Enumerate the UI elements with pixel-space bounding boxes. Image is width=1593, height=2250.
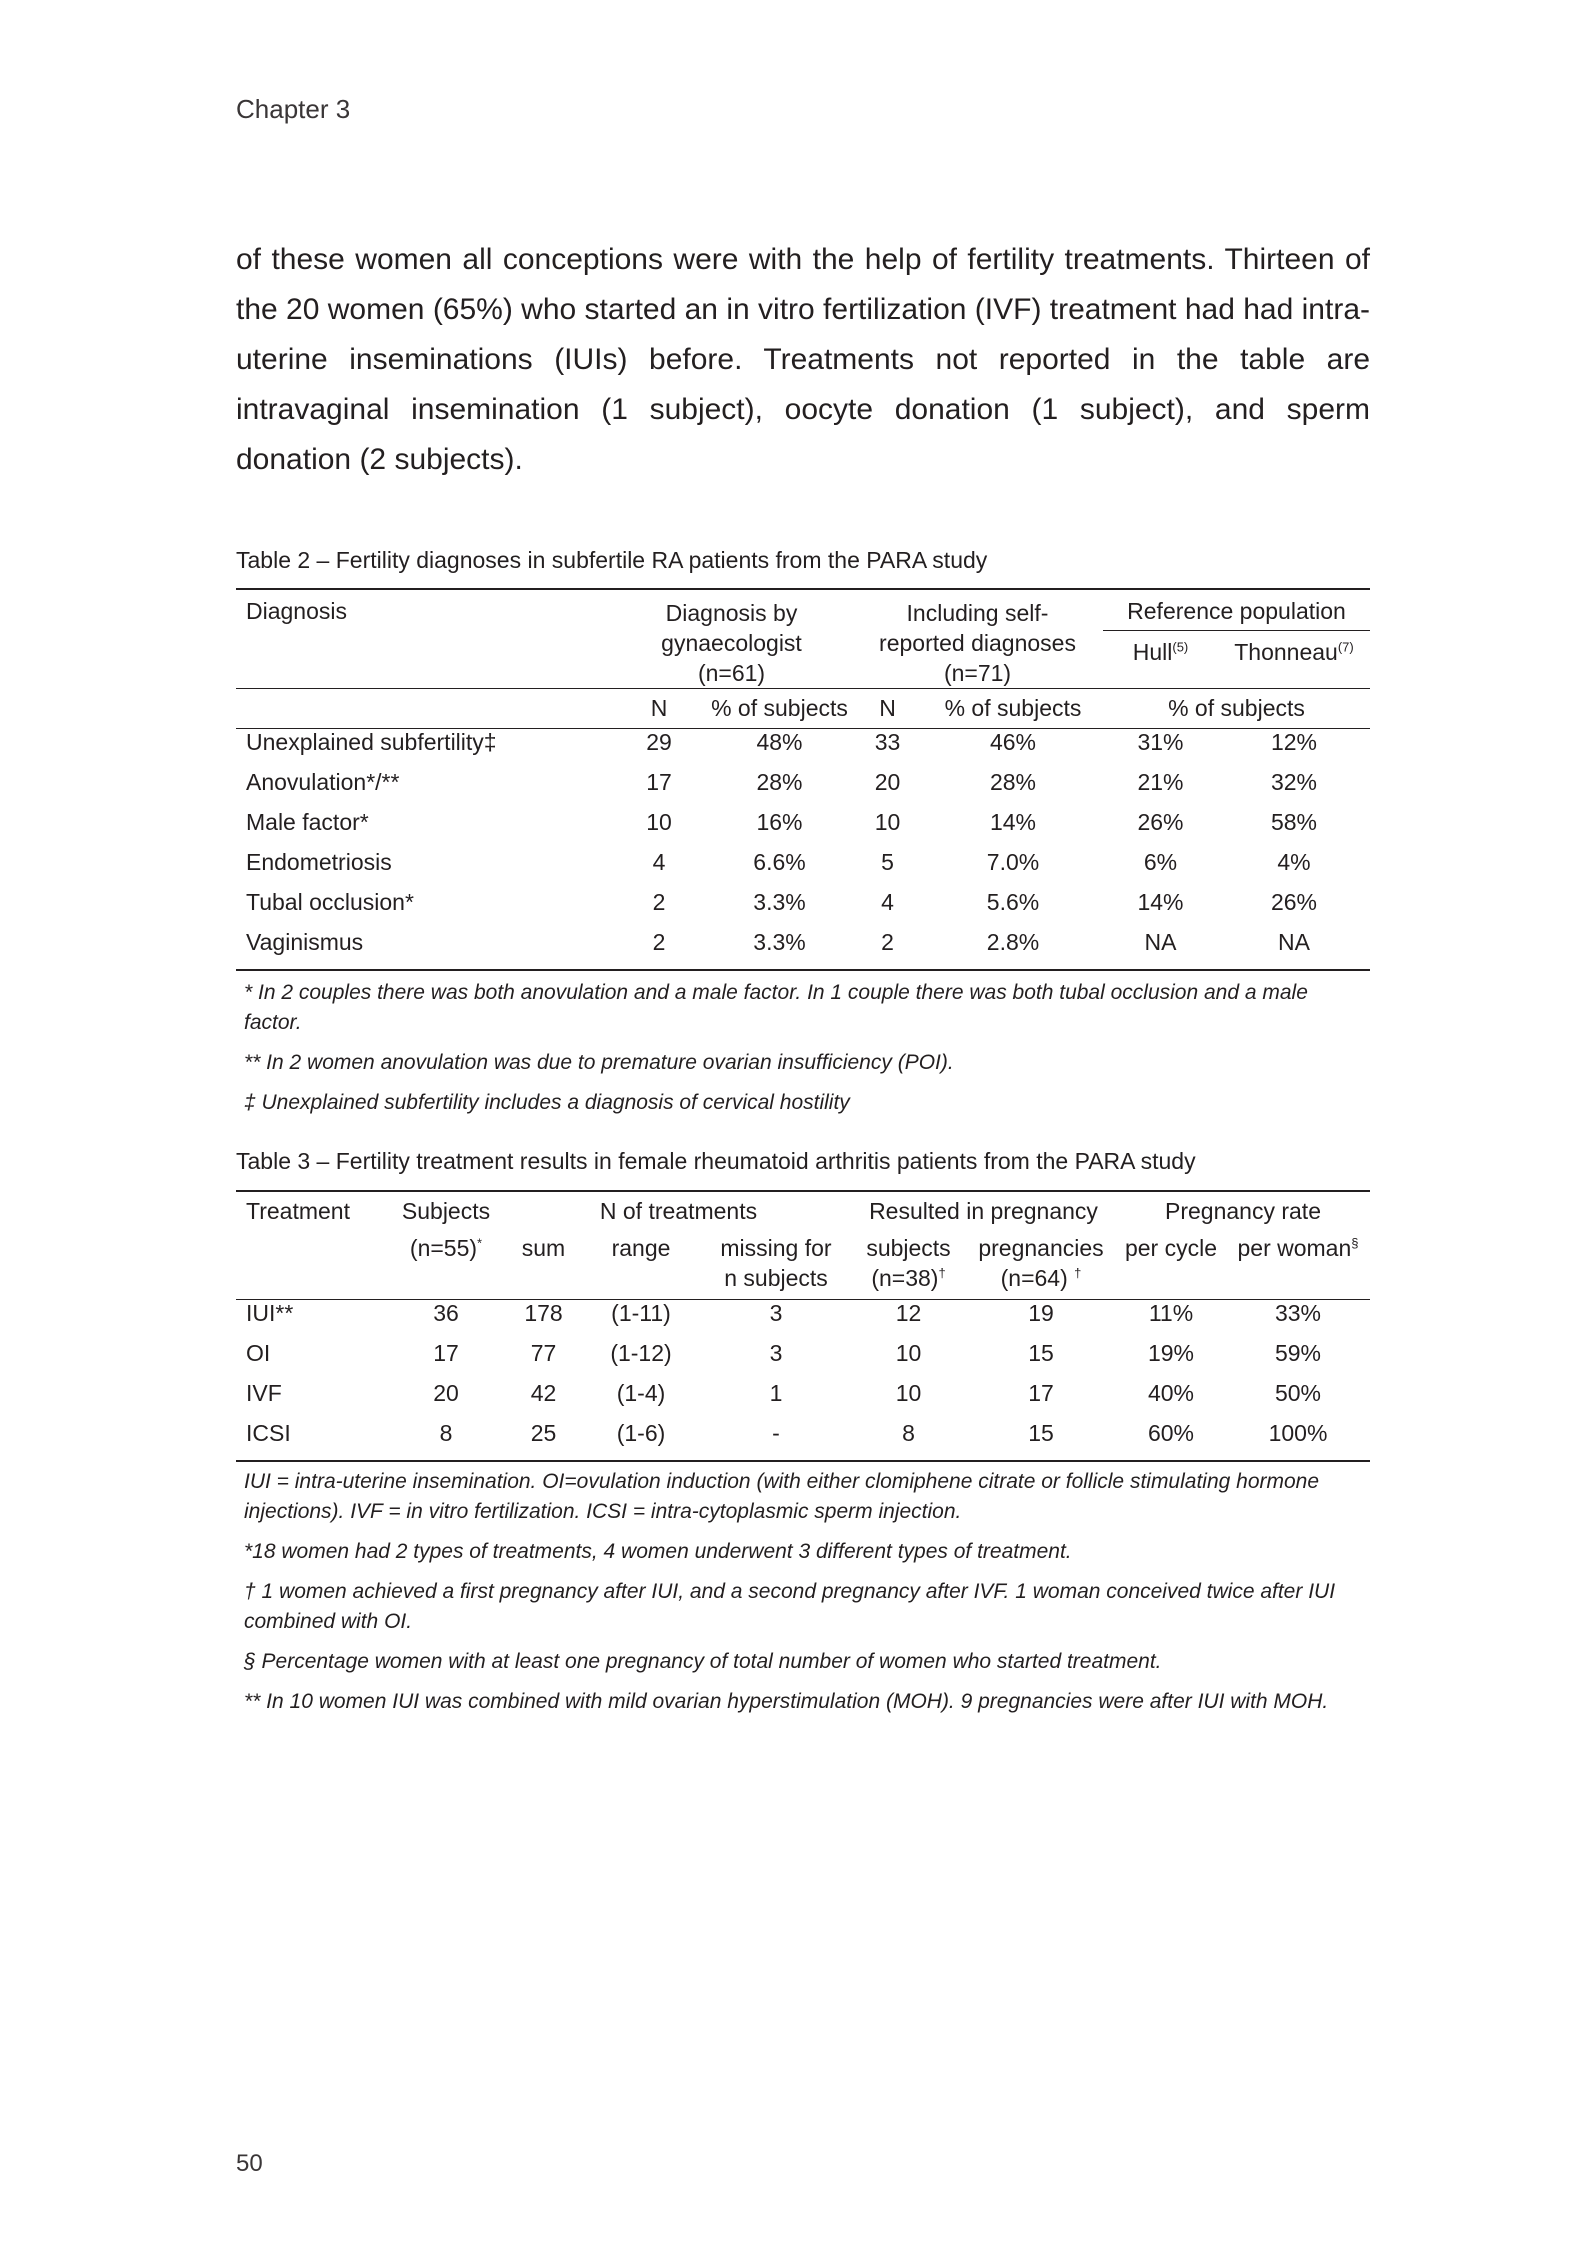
table3 [236,1190,1370,1462]
table-row: Tubal occlusion* 2 3.3% 4 5.6% 14% 26% [246,889,1318,915]
page-number: 50 [236,2150,263,2177]
footnote: ‡ Unexplained subfertility includes a diagnosis of cervical hostility [244,1091,850,1114]
col-header-diagnosis: Diagnosis [246,598,347,624]
footnote: ** In 10 women IUI was combined with mild ovarian hyperstimulation (MOH). 9 pregnancies were after IUI with MOH. [244,1690,1329,1713]
table3-footnotes [244,1467,1370,1727]
col-header-resulted: Resulted in pregnancy [869,1198,1098,1224]
col-header-hull: Hull$^{(5)}$ [1132,639,1189,665]
table-row: ICSI 8 25 (1-6) - 8 15 60% 100% [246,1420,1328,1446]
subheader-range: range [611,1235,671,1261]
footnote: ** In 2 women anovulation was due to premature ovarian insufficiency (POI). [244,1051,954,1074]
table-row: Unexplained subfertility‡ 29 48% 33 46% 31% 12% [236,729,1370,770]
table3-caption: Table 3 – Fertility treatment results in female rheumatoid arthritis patients from the PARA study [236,1148,1196,1174]
subheader-pct: % of subjects [923,689,1103,729]
footnote: † 1 women achieved a first pregnancy after IUI, and a second pregnancy after IVF. 1 woman conceived twice after IUI combined with OI. [244,1580,1336,1633]
chapter-header: Chapter 3 [236,94,351,124]
table3-subheader-row [236,1231,1370,1300]
table2-header-row [236,589,1370,631]
table-row: Vaginismus 2 3.3% 2 2.8% NA NA [246,929,1310,955]
subheader-missing: missing for n subjects [720,1235,832,1291]
footnote: § Percentage women with at least one pregnancy of total number of women who started treatment. [244,1650,1162,1673]
subheader-pct: % of subjects [707,689,852,729]
table2-footnotes [244,978,1370,1128]
table2-subheader-row [236,689,1370,729]
col-header-treatment: Treatment [246,1198,350,1224]
body-paragraph: of these women all conceptions were with the help of fertility treatments. Thirteen of the 20 women (65%) who started an in vitro fertilization (IVF) treatment had had intra-uterine inseminations (IUIs) before. Treatments not reported in the table are intravaginal insemination (1 subject), oocyte donation (1 subject), and sperm donation (2 subjects). [236,243,1370,476]
col-header-gynaecologist: Diagnosis by gynaecologist (n=61) [661,600,802,686]
col-header-thonneau: Thonneau$^{(7)}$ [1234,639,1354,665]
table-row: Male factor* 10 16% 10 14% 26% 58% [246,809,1318,835]
subheader-per-woman: per woman§ [1237,1235,1359,1261]
col-header-n-treatments: N of treatments [599,1198,758,1224]
subheader-subjects-n: (n=55)* [409,1235,483,1261]
table-row: Endometriosis 4 6.6% 5 7.0% 6% 4% [246,849,1311,875]
col-header-rate: Pregnancy rate [1165,1198,1321,1224]
subheader-sum: sum [521,1235,566,1261]
subheader-res-pregnancies: pregnancies (n=64) † [978,1235,1104,1291]
table-row: OI 17 77 (1-12) 3 10 15 19% 59% [246,1340,1322,1366]
table2-caption: Table 2 – Fertility diagnoses in subfertile RA patients from the PARA study [236,547,988,573]
col-header-self-reported: Including self- reported diagnoses (n=71) [879,600,1076,686]
table-row: Anovulation*/** 17 28% 20 28% 21% 32% [246,769,1318,795]
col-header-subjects: Subjects [401,1198,491,1224]
footnote: *18 women had 2 types of treatments, 4 women underwent 3 different types of treatment. [244,1540,1072,1563]
subheader-n: N [852,689,923,729]
table-row: IUI** 36 178 (1-11) 3 12 19 11% 33% [236,1300,1370,1341]
subheader-per-cycle: per cycle [1124,1235,1218,1261]
subheader-pct: % of subjects [1103,689,1370,729]
subheader-res-subjects: subjects (n=38)† [866,1235,951,1291]
col-header-reference: Reference population [1103,589,1370,631]
table3-header-row [236,1191,1370,1231]
table-row: IVF 20 42 (1-4) 1 10 17 40% 50% [246,1380,1322,1406]
table2 [236,588,1370,971]
footnote: * In 2 couples there was both anovulation and a male factor. In 1 couple there was both tubal occlusion and a male factor. [244,981,1308,1034]
footnote: IUI = intra-uterine insemination. OI=ovulation induction (with either clomiphene citrate or follicle stimulating hormone injections). IVF = in vitro fertilization. ICSI = intra-cytoplasmic sperm injection. [244,1470,1320,1523]
subheader-n: N [611,689,707,729]
